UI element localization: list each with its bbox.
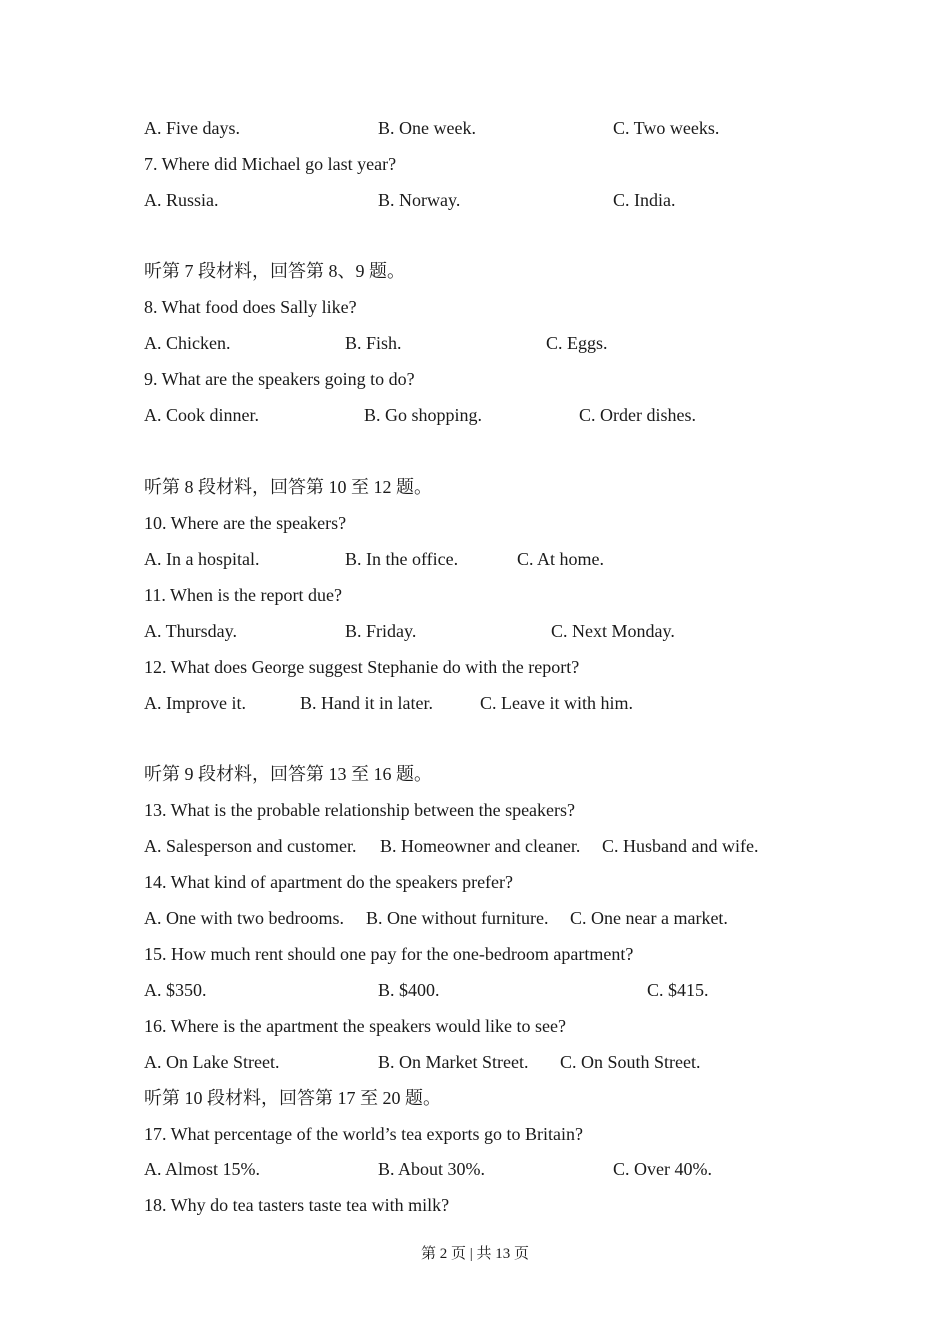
q15-option-c: C. $415. xyxy=(647,980,709,1000)
question-12: 12. What does George suggest Stephanie do with the report? xyxy=(144,657,580,677)
q17-option-b: B. About 30%. xyxy=(378,1159,486,1179)
q11-option-b: B. Friday. xyxy=(345,621,417,641)
question-10: 10. Where are the speakers? xyxy=(144,513,347,533)
q11-option-a: A. Thursday. xyxy=(144,621,237,641)
q7-option-a: A. Russia. xyxy=(144,190,219,210)
question-17: 17. What percentage of the world’s tea exports go to Britain? xyxy=(144,1124,584,1144)
q10-option-a: A. In a hospital. xyxy=(144,549,260,569)
question-8: 8. What food does Sally like? xyxy=(144,297,357,317)
q8-option-b: B. Fish. xyxy=(345,333,402,353)
q6-option-b: B. One week. xyxy=(378,118,476,138)
q6-option-a: A. Five days. xyxy=(144,118,240,138)
question-7: 7. Where did Michael go last year? xyxy=(144,154,397,174)
q10-option-c: C. At home. xyxy=(517,549,605,569)
q12-option-b: B. Hand it in later. xyxy=(300,693,433,713)
section-heading-8: 听第 8 段材料，回答第 10 至 12 题。 xyxy=(144,477,432,497)
question-9: 9. What are the speakers going to do? xyxy=(144,369,415,389)
q7-option-c: C. India. xyxy=(613,190,676,210)
q13-option-a: A. Salesperson and customer. xyxy=(144,836,357,856)
q6-option-c: C. Two weeks. xyxy=(613,118,720,138)
q17-option-c: C. Over 40%. xyxy=(613,1159,712,1179)
q10-option-b: B. In the office. xyxy=(345,549,459,569)
question-15: 15. How much rent should one pay for the one-bedroom apartment? xyxy=(144,944,634,964)
section-heading-10: 听第 10 段材料，回答第 17 至 20 题。 xyxy=(144,1088,441,1108)
page-number-label: 第 2 页 | 共 13 页 xyxy=(420,1246,529,1262)
q15-option-a: A. $350. xyxy=(144,980,207,1000)
q16-option-b: B. On Market Street. xyxy=(378,1052,529,1072)
question-14: 14. What kind of apartment do the speakers prefer? xyxy=(144,872,514,892)
question-13: 13. What is the probable relationship between the speakers? xyxy=(144,800,576,820)
q7-option-b: B. Norway. xyxy=(378,190,461,210)
q12-option-c: C. Leave it with him. xyxy=(480,693,633,713)
page-footer xyxy=(0,1243,950,1265)
q15-option-b: B. $400. xyxy=(378,980,440,1000)
q13-option-c: C. Husband and wife. xyxy=(602,836,759,856)
q14-option-b: B. One without furniture. xyxy=(366,908,549,928)
q9-option-a: A. Cook dinner. xyxy=(144,405,259,425)
question-11: 11. When is the report due? xyxy=(144,585,342,605)
q8-option-c: C. Eggs. xyxy=(546,333,608,353)
q14-option-a: A. One with two bedrooms. xyxy=(144,908,344,928)
q12-option-a: A. Improve it. xyxy=(144,693,246,713)
q8-option-a: A. Chicken. xyxy=(144,333,231,353)
q11-option-c: C. Next Monday. xyxy=(551,621,675,641)
q16-option-c: C. On South Street. xyxy=(560,1052,701,1072)
q17-option-a: A. Almost 15%. xyxy=(144,1159,261,1179)
q16-option-a: A. On Lake Street. xyxy=(144,1052,280,1072)
q13-option-b: B. Homeowner and cleaner. xyxy=(380,836,581,856)
q14-option-c: C. One near a market. xyxy=(570,908,728,928)
q9-option-b: B. Go shopping. xyxy=(364,405,483,425)
section-heading-7: 听第 7 段材料，回答第 8、9 题。 xyxy=(144,261,405,281)
q9-option-c: C. Order dishes. xyxy=(579,405,696,425)
section-heading-9: 听第 9 段材料，回答第 13 至 16 题。 xyxy=(144,764,432,784)
question-16: 16. Where is the apartment the speakers would like to see? xyxy=(144,1016,567,1036)
question-18: 18. Why do tea tasters taste tea with milk? xyxy=(144,1195,450,1215)
